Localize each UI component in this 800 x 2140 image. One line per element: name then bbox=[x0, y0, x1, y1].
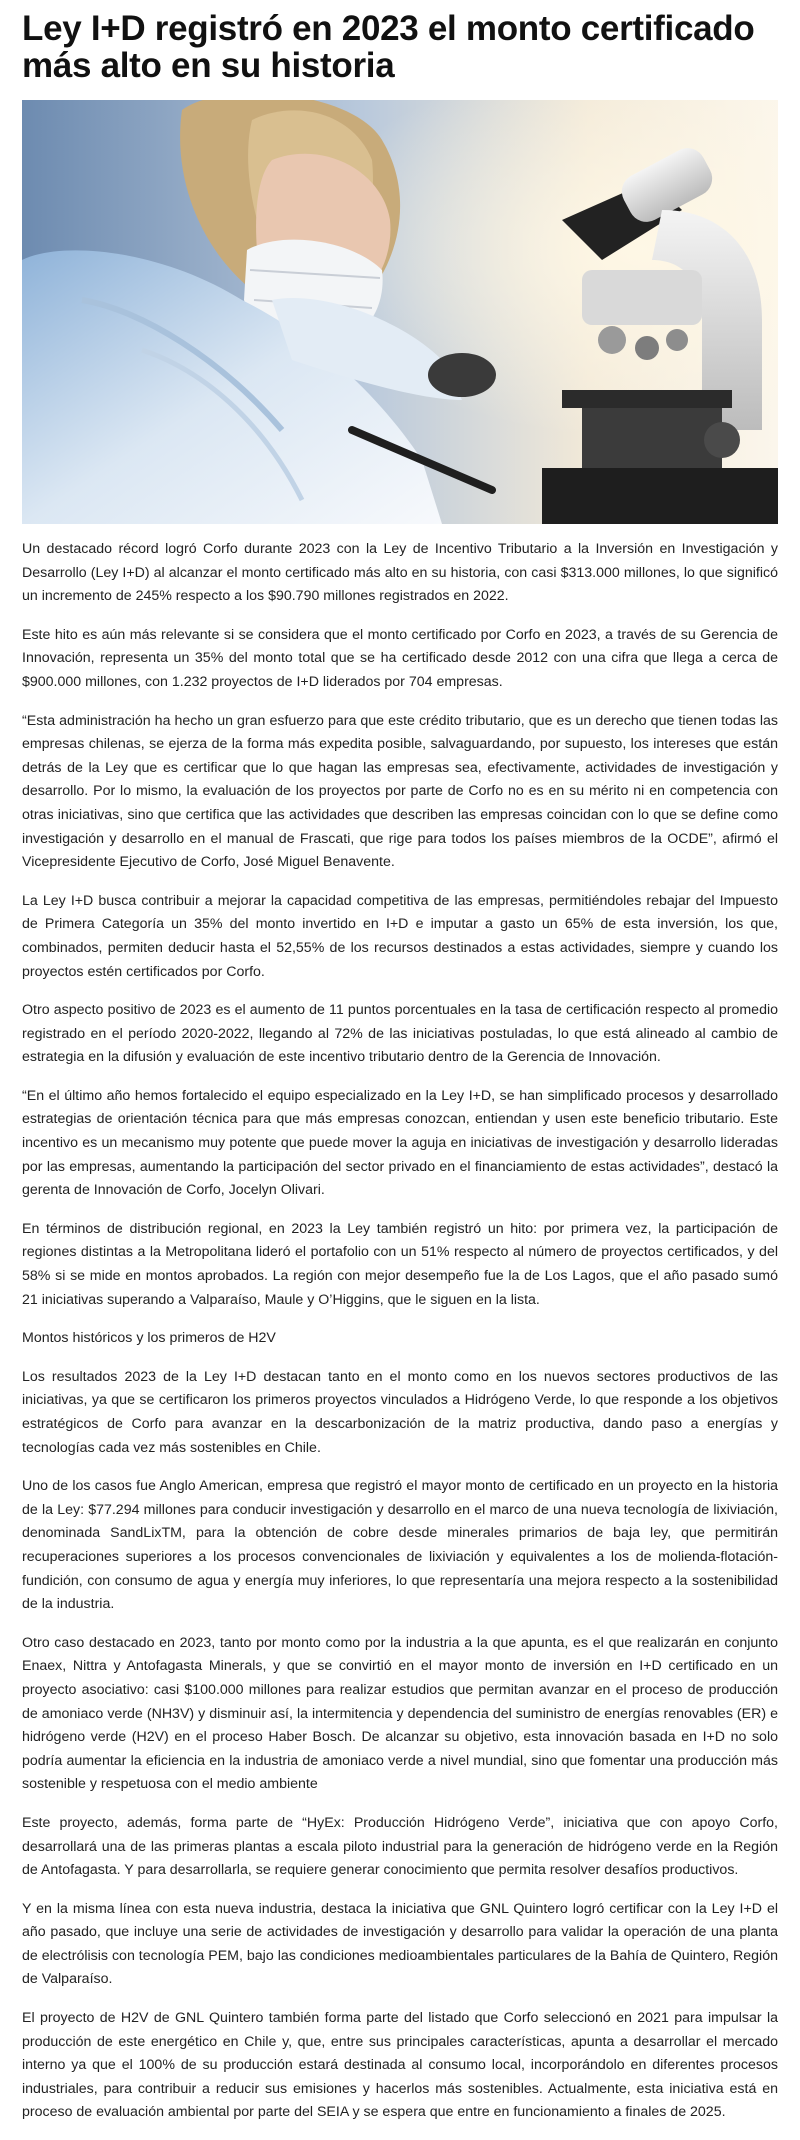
laboratory-photo-icon bbox=[22, 100, 778, 524]
article-title: Ley I+D registró en 2023 el monto certificado más alto en su historia bbox=[22, 9, 755, 85]
hero-image bbox=[22, 100, 778, 524]
paragraph: Y en la misma línea con esta nueva industria, destaca la iniciativa que GNL Quintero logró certificar con la Ley I+D el año pasado, que incluye una serie de actividades de investigación y desarrollo para validar la operación de una planta de electrólisis con tecnología PEM, bajo las condiciones medioambientales particulares de la Bahía de Quintero, Región de Valparaíso. bbox=[22, 1900, 778, 1988]
paragraph: Uno de los casos fue Anglo American, empresa que registró el mayor monto de certificado en un proyecto en la historia de la Ley: $77.294 millones para conducir investigación y desarrollo en el marco de una nueva tecnología de lixiviación, denominada SandLixTM, para la obtención de cobre desde minerales primarios de baja ley, que permitirán recuperaciones superiores a los procesos convencionales de lixiviación y equivalentes a los de molienda-flotación-fundición, con consumo de agua y energía muy inferiores, lo que representaría una mejora respecto a la sostenibilidad de la industria. bbox=[22, 1478, 778, 1613]
paragraph: “Esta administración ha hecho un gran esfuerzo para que este crédito tributario, que es un derecho que tienen todas las empresas chilenas, se ejerza de la forma más expedita posible, salvaguardando, por supuesto, los intereses que están detrás de la Ley que es certificar que lo que hagan las empresas sea, efectivamente, actividades de investigación y desarrollo. Por lo mismo, la evaluación de los proyectos por parte de Corfo no es en su mérito ni en competencia con otras iniciativas, sino que certifica que las actividades que describen las empresas coincidan con lo que se define como investigación y desarrollo en el manual de Frascati, que rige para todos los países miembros de la OCDE”, afirmó el Vicepresidente Ejecutivo de Corfo, José Miguel Benavente. bbox=[22, 712, 778, 871]
paragraph: Un destacado récord logró Corfo durante 2023 con la Ley de Incentivo Tributario a la Inversión en Investigación y Desarrollo (Ley I+D) al alcanzar el monto certificado más alto en su historia, con casi $313.000 millones, lo que significó un incremento de 245% respecto a los $90.790 millones registrados en 2022. bbox=[22, 541, 778, 605]
paragraph: Otro aspecto positivo de 2023 es el aumento de 11 puntos porcentuales en la tasa de certificación respecto al promedio registrado en el período 2020-2022, llegando al 72% de las iniciativas postuladas, lo que está alineado al cambio de estrategia en la difusión y evaluación de este incentivo tributario dentro de la Gerencia de Innovación. bbox=[22, 1002, 778, 1066]
paragraph: Otro caso destacado en 2023, tanto por monto como por la industria a la que apunta, es el que realizarán en conjunto Enaex, Nittra y Antofagasta Minerals, y que se convirtió en el mayor monto de inversión en I+D certificado en un proyecto asociativo: casi $100.000 millones para realizar estudios que permitan avanzar en el proceso de producción de amoniaco verde (NH3V) y disminuir así, la intermitencia y dependencia del suministro de energías renovables (ER) e hidrógeno verde (H2V) en el proceso Haber Bosch. De alcanzar su objetivo, esta innovación basada en I+D no solo podría aumentar la eficiencia en la industria de amoniaco verde a nivel mundial, sino que fomentar una producción más sostenible y respetuosa con el medio ambiente bbox=[22, 1634, 778, 1793]
section-subheading: Montos históricos y los primeros de H2V bbox=[22, 1330, 276, 1347]
paragraph: Este proyecto, además, forma parte de “HyEx: Producción Hidrógeno Verde”, iniciativa que con apoyo Corfo, desarrollará una de las primeras plantas a escala piloto industrial para la generación de hidrógeno verde en la Región de Antofagasta. Y para desarrollarla, se requiere generar conocimiento que permita resolver desafíos productivos. bbox=[22, 1814, 778, 1879]
paragraph: Los resultados 2023 de la Ley I+D destacan tanto en el monto como en los nuevos sectores productivos de las iniciativas, ya que se certificaron los primeros proyectos vinculados a Hidrógeno Verde, lo que responde a los objetivos estratégicos de Corfo para avanzar en la descarbonización de la matriz productiva, dando paso a energías y tecnologías cada vez más sostenibles en Chile. bbox=[22, 1368, 778, 1456]
paragraph: El proyecto de H2V de GNL Quintero también forma parte del listado que Corfo seleccionó en 2021 para impulsar la producción de este energético en Chile y, que, entre sus principales características, apunta a desarrollar el mercado interno ya que el 100% de su producción estará destinada al consumo local, incorporándolo en diferentes procesos industriales, para contribuir a reducir sus emisiones y hacerlos más sostenibles. Actualmente, esta iniciativa está en proceso de evaluación ambiental por parte del SEIA y se espera que entre en funcionamiento a finales de 2025. bbox=[22, 2010, 778, 2121]
paragraph: En términos de distribución regional, en 2023 la Ley también registró un hito: por primera vez, la participación de regiones distintas a la Metropolitana lideró el portafolio con un 51% respecto al número de proyectos certificados, y del 58% si se mide en montos aprobados. La región con mejor desempeño fue la de Los Lagos, que el año pasado sumó 21 iniciativas superando a Valparaíso, Maule y O’Higgins, que le siguen en la lista. bbox=[22, 1220, 778, 1308]
article-body bbox=[22, 538, 778, 2125]
article bbox=[22, 0, 778, 2140]
paragraph: Este hito es aún más relevante si se considera que el monto certificado por Corfo en 2023, a través de su Gerencia de Innovación, representa un 35% del monto total que se ha certificado desde 2012 con una cifra que llega a cerca de $900.000 millones, con 1.232 proyectos de I+D liderados por 704 empresas. bbox=[22, 626, 778, 690]
paragraph: “En el último año hemos fortalecido el equipo especializado en la Ley I+D, se han simplificado procesos y desarrollado estrategias de orientación técnica para que más empresas conozcan, entiendan y usen este beneficio tributario. Este incentivo es un mecanismo muy potente que puede mover la aguja en iniciativas de investigación y desarrollo lideradas por las empresas, aumentando la participación del sector privado en el financiamiento de estas actividades”, destacó la gerenta de Innovación de Corfo, Jocelyn Olivari. bbox=[22, 1087, 778, 1199]
paragraph: La Ley I+D busca contribuir a mejorar la capacidad competitiva de las empresas, permitiéndoles rebajar del Impuesto de Primera Categoría un 35% del monto invertido en I+D e imputar a gasto un 65% de esta inversión, los que, combinados, permiten deducir hasta el 52,55% de los recursos destinados a estas actividades, siempre y cuando los proyectos estén certificados por Corfo. bbox=[22, 892, 778, 980]
